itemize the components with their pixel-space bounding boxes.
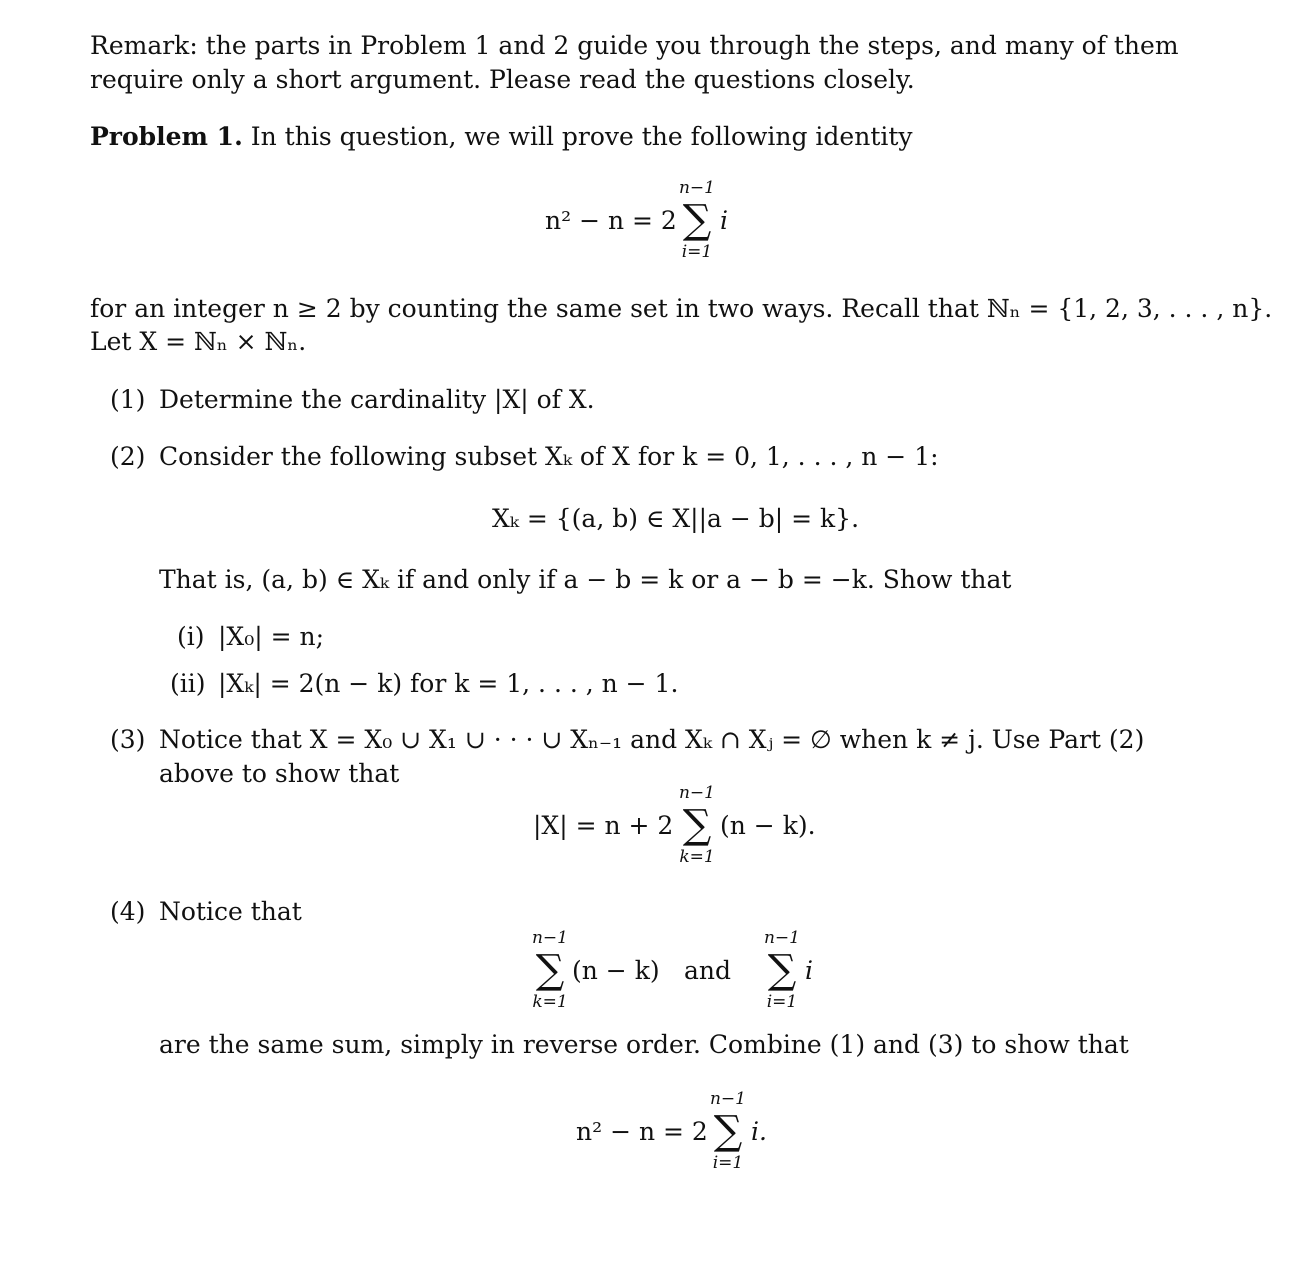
problem1-intro: In this question, we will prove the following identity [250, 122, 913, 151]
part2-text: Consider the following subset Xₖ of X for k = 0, 1, . . . , n − 1: [159, 442, 939, 471]
part4-sum1 [520, 928, 580, 1012]
identity-term: i [720, 206, 728, 235]
part2-sub-i-text: |X₀| = n; [218, 622, 325, 651]
part4-sum2-sigma: ∑ [767, 947, 797, 993]
final-eq-sum-lower: i=1 [712, 1153, 744, 1173]
final-eq-sum [698, 1089, 758, 1173]
context-line-1: for an integer n ≥ 2 by counting the same set in two ways. Recall that ℕₙ = {1, 2, 3, . . . , n}. [90, 294, 1273, 323]
part4-sum1-sigma: ∑ [535, 947, 565, 993]
part3-eq-lhs: |X| = n + 2 [533, 811, 674, 840]
remark-line-2: require only a short argument. Please read the questions closely. [90, 65, 915, 94]
part3-text-line-2: above to show that [159, 759, 400, 788]
part4-sum2 [752, 928, 812, 1012]
part2-that-is: That is, (a, b) ∈ Xₖ if and only if a − b = k or a − b = −k. Show that [159, 565, 1012, 594]
part2-sub-ii-text: |Xₖ| = 2(n − k) for k = 1, . . . , n − 1. [218, 669, 679, 698]
final-eq-sum-sigma: ∑ [713, 1108, 743, 1154]
part3-eq-sum [667, 783, 727, 867]
part1-number: (1) [110, 385, 146, 414]
identity-lhs: n² − n = 2 [545, 206, 677, 235]
part2-sub-i-number: (i) [177, 622, 205, 651]
identity-sum-upper: n−1 [678, 178, 715, 198]
final-eq-lhs: n² − n = 2 [576, 1117, 708, 1146]
part3-eq-sum-sigma: ∑ [682, 802, 712, 848]
part1-text: Determine the cardinality |X| of X. [159, 385, 595, 414]
identity-sum-lower: i=1 [681, 242, 713, 262]
part2-set-definition: Xₖ = {(a, b) ∈ X||a − b| = k}. [492, 504, 860, 533]
part2-sub-ii-number: (ii) [170, 669, 206, 698]
part3-text-line-1: Notice that X = X₀ ∪ X₁ ∪ · · · ∪ Xₙ₋₁ and Xₖ ∩ Xⱼ = ∅ when k ≠ j. Use Part (2) [159, 725, 1145, 754]
final-eq-sum-upper: n−1 [709, 1089, 746, 1109]
part4-sum1-lower: k=1 [532, 992, 568, 1012]
identity-sum [667, 178, 727, 262]
part4-sum1-term: (n − k) [572, 956, 660, 985]
part4-and-word: and [684, 956, 732, 985]
part4-after-text: are the same sum, simply in reverse order. Combine (1) and (3) to show that [159, 1030, 1129, 1059]
part3-eq-sum-upper: n−1 [678, 783, 715, 803]
part3-eq-term: (n − k). [720, 811, 816, 840]
part3-number: (3) [110, 725, 146, 754]
problem1-heading: Problem 1. [90, 122, 243, 151]
part4-sum2-lower: i=1 [766, 992, 798, 1012]
remark-line-1: Remark: the parts in Problem 1 and 2 guide you through the steps, and many of them [90, 31, 1179, 60]
part4-text: Notice that [159, 897, 302, 926]
identity-sum-sigma: ∑ [682, 197, 712, 243]
part4-sum2-term: i [805, 956, 813, 985]
context-line-2: Let X = ℕₙ × ℕₙ. [90, 327, 307, 356]
part4-sum2-upper: n−1 [763, 928, 800, 948]
part4-number: (4) [110, 897, 146, 926]
part4-sum1-upper: n−1 [531, 928, 568, 948]
part2-number: (2) [110, 442, 146, 471]
problem1-heading-line [90, 122, 913, 152]
part3-eq-sum-lower: k=1 [679, 847, 715, 867]
final-eq-term: i. [751, 1117, 767, 1146]
